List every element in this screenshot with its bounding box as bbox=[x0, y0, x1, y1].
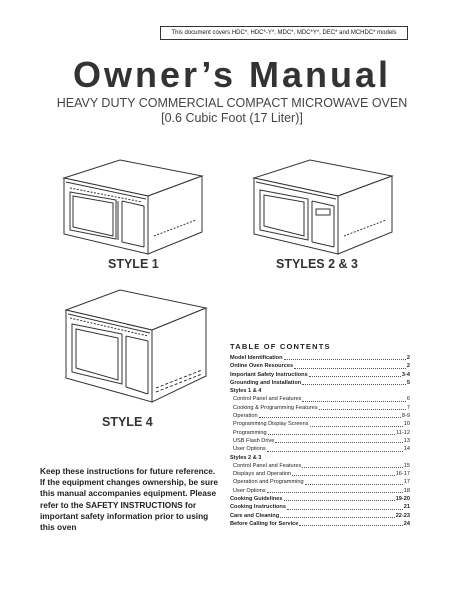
toc-leader-dots bbox=[275, 442, 402, 443]
toc-entry-page: 10 bbox=[403, 421, 410, 428]
toc-entry-page: 18 bbox=[403, 487, 410, 494]
toc-leader-dots bbox=[302, 467, 402, 468]
toc-entry-page: 5 bbox=[406, 379, 410, 386]
page-title: Owner’s Manual bbox=[72, 54, 392, 95]
toc-entry-page: 2 bbox=[406, 363, 410, 370]
toc-entry-page: 11-12 bbox=[396, 429, 410, 436]
coverage-note: This document covers HDC*, HDC*-Y*, MDC*, MDC*Y*, DEC* and MCHDC* models bbox=[160, 26, 408, 40]
toc-leader-dots bbox=[267, 492, 403, 493]
toc-entry-page: 16-17 bbox=[395, 471, 410, 478]
toc-entry-label: Model Identification bbox=[230, 355, 283, 361]
toc-entry-label: Operation bbox=[233, 413, 258, 420]
toc-entry bbox=[230, 371, 410, 379]
toc-entry-label: Cooking Instructions bbox=[230, 504, 286, 511]
toc-entry-page: 6 bbox=[406, 396, 410, 403]
page-subtitle: HEAVY DUTY COMMERCIAL COMPACT MICROWAVE OVEN bbox=[56, 96, 408, 110]
toc-entry bbox=[230, 420, 410, 428]
toc-leader-dots bbox=[280, 517, 395, 518]
toc-entry-page: 22-23 bbox=[395, 512, 410, 519]
table-of-contents bbox=[230, 342, 410, 528]
toc-entry bbox=[230, 454, 410, 462]
oven-style4-illustration bbox=[60, 282, 210, 404]
toc-entry-label: Operation and Programming bbox=[233, 479, 304, 486]
toc-entry bbox=[230, 429, 410, 437]
toc-entry bbox=[230, 437, 410, 445]
toc-entry-label: Cooking Guidelines bbox=[230, 496, 283, 503]
toc-entry-label: Control Panel and Features bbox=[233, 396, 302, 403]
toc-leader-dots bbox=[305, 484, 403, 485]
toc-leader-dots bbox=[319, 409, 406, 410]
toc-entry-page: 8-9 bbox=[401, 413, 410, 420]
toc-entry-label: User Options bbox=[233, 446, 266, 453]
toc-entry bbox=[230, 487, 410, 495]
style1-label: STYLE 1 bbox=[108, 257, 159, 271]
toc-entry-label: User Options bbox=[233, 487, 266, 494]
toc-entry-page: 3-4 bbox=[401, 371, 410, 378]
toc-entry-page: 19-20 bbox=[395, 496, 410, 503]
toc-entry-label: Styles 1 & 4 bbox=[230, 388, 262, 395]
toc-leader-dots bbox=[302, 401, 405, 402]
toc-entry bbox=[230, 354, 410, 362]
toc-entry bbox=[230, 445, 410, 453]
toc-entry-label: Before Calling for Service bbox=[230, 520, 299, 527]
toc-leader-dots bbox=[292, 475, 395, 476]
toc-entry bbox=[230, 387, 410, 395]
toc-entry bbox=[230, 512, 410, 520]
toc-entry-label: Care and Cleaning bbox=[230, 512, 280, 519]
toc-leader-dots bbox=[294, 368, 406, 369]
toc-leader-dots bbox=[302, 384, 406, 385]
toc-entry-label: Important Safety Instructions bbox=[230, 371, 308, 378]
toc-leader-dots bbox=[284, 359, 406, 360]
toc-entry-label: Cooking & Programming Features bbox=[233, 404, 318, 411]
oven-styles23-illustration bbox=[246, 154, 396, 256]
oven-style1-illustration bbox=[56, 154, 206, 256]
toc-leader-dots bbox=[309, 376, 401, 377]
toc-entry bbox=[230, 404, 410, 412]
toc-entry bbox=[230, 462, 410, 470]
toc-entry-label: Programming bbox=[233, 429, 267, 436]
toc-entry-page: 17 bbox=[403, 479, 410, 486]
toc-entry bbox=[230, 470, 410, 478]
toc-entry-label: Online Oven Resources bbox=[230, 363, 294, 370]
toc-entry-label: Displays and Operation bbox=[233, 471, 292, 478]
toc-entry-page: 24 bbox=[403, 520, 410, 527]
toc-entry-page: 21 bbox=[403, 504, 410, 511]
toc-entry bbox=[230, 362, 410, 370]
toc-entry bbox=[230, 412, 410, 420]
toc-leader-dots bbox=[268, 434, 396, 435]
toc-entry bbox=[230, 503, 410, 511]
toc-leader-dots bbox=[310, 426, 403, 427]
toc-entry-label: Control Panel and Features bbox=[233, 462, 302, 469]
toc-entry bbox=[230, 379, 410, 387]
toc-entry-label: Programming Display Screens bbox=[233, 421, 309, 428]
toc-entry bbox=[230, 495, 410, 503]
toc-entry-page: 13 bbox=[403, 437, 410, 444]
toc-leader-dots bbox=[299, 525, 402, 526]
toc-entry-page: 2 bbox=[406, 355, 410, 361]
toc-heading: TABLE OF CONTENTS bbox=[230, 342, 331, 351]
toc-entry bbox=[230, 478, 410, 486]
toc-leader-dots bbox=[259, 417, 401, 418]
style4-label: STYLE 4 bbox=[102, 415, 153, 429]
toc-leader-dots bbox=[267, 451, 403, 452]
toc-list bbox=[230, 354, 410, 528]
toc-entry bbox=[230, 395, 410, 403]
retention-instructions: Keep these instructions for future reference. If the equipment changes ownership, be sure this manual accompanies equipment. Please refer to the SAFETY INSTRUCTIONS for important safety information prior to using this oven bbox=[40, 466, 218, 533]
toc-entry-page: 15 bbox=[403, 462, 410, 469]
toc-entry-page: 7 bbox=[406, 404, 410, 411]
styles23-label: STYLES 2 & 3 bbox=[276, 257, 358, 271]
capacity-text: [0.6 Cubic Foot (17 Liter)] bbox=[161, 111, 303, 125]
toc-entry-label: Styles 2 & 3 bbox=[230, 454, 262, 461]
toc-leader-dots bbox=[287, 509, 403, 510]
toc-entry-label: USB Flash Drive bbox=[233, 437, 275, 444]
toc-entry-page: 14 bbox=[403, 446, 410, 453]
toc-entry-label: Grounding and Installation bbox=[230, 379, 302, 386]
toc-leader-dots bbox=[284, 500, 395, 501]
toc-entry bbox=[230, 520, 410, 528]
